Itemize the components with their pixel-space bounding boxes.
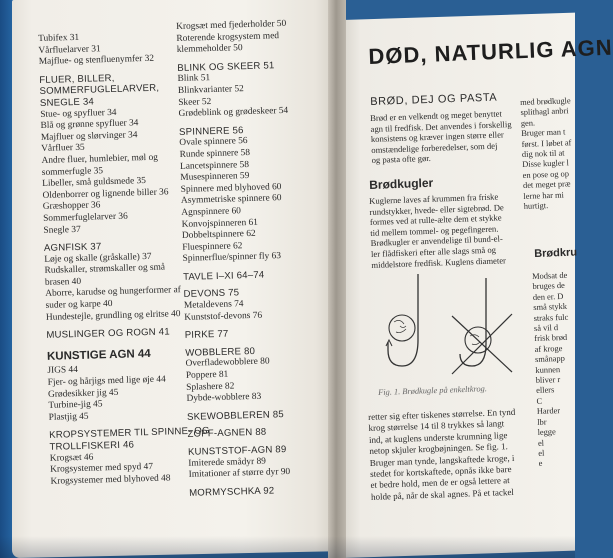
side-line: lerne har mi <box>523 190 565 201</box>
toc-entry: Snegle 37 <box>43 224 81 236</box>
toc-entry: Grødesikker jig 45 <box>47 387 119 400</box>
toc-entry: JIGS 44 <box>47 365 79 377</box>
side-line-2: den er. D <box>532 291 564 302</box>
toc-heading: KUNSTIGE AGN 44 <box>46 347 151 363</box>
toc-entry: Spinnerflue/spinner fly 63 <box>182 251 282 265</box>
side-column-text <box>520 96 574 212</box>
toc-entry: Fluespinnere 62 <box>182 240 243 253</box>
side-line-2: Harder <box>536 406 561 417</box>
bottom-line: ind, at kuglens underste krumning lige <box>368 429 508 445</box>
bottom-line: retter sig efter tiskenes størrelse. En tynd <box>368 406 516 422</box>
toc-entry: brasen 40 <box>44 276 82 288</box>
toc-entry: Stue- og spyfluer 34 <box>40 107 117 120</box>
toc-entry: Sommerfuglelarver 36 <box>43 211 128 224</box>
toc-heading: MORMYSCHKA 92 <box>189 485 275 499</box>
toc-heading: MUSLINGER OG ROGN 41 <box>46 326 170 342</box>
toc-entry: Runde spinnere 58 <box>179 147 251 160</box>
side-line: med brødkugle <box>520 96 571 107</box>
side-line: det meget præ <box>522 179 571 191</box>
toc-entry: Kunststof-devons 76 <box>184 310 263 323</box>
toc-entry: Vårfluelarver 31 <box>38 43 101 56</box>
intro-line: omstændelige forberedelser, som dej <box>371 140 498 155</box>
subheading-brodkugler: Brødkugler <box>369 175 434 192</box>
toc-heading: TROLLFISKERI 46 <box>49 439 135 453</box>
toc-entry: Splashere 82 <box>186 381 235 393</box>
toc-entry: Aborre, karudse og hungerformer af <box>45 285 181 300</box>
toc-heading: KUNSTSTOF-AGN 89 <box>187 444 287 458</box>
intro-line: og pasta ofte gør. <box>371 153 431 166</box>
bottom-paragraph <box>368 407 518 503</box>
body-line: tid mellem tommel- og pegefingeren. <box>370 223 499 238</box>
toc-heading: KROPSYSTEMER TIL SPINNE- OG <box>49 425 210 442</box>
side-line-2: el <box>537 438 545 448</box>
toc-heading: AGNFISK 37 <box>43 241 102 255</box>
side-line-2: ellers <box>535 385 555 396</box>
toc-entry: Dobbeltspinnere 62 <box>181 228 256 242</box>
side-line-2: af kroge <box>534 343 563 354</box>
side-line: Bruger man t <box>521 127 566 139</box>
side-line: hurtigt. <box>523 201 549 211</box>
side-line-2: el <box>538 448 545 458</box>
toc-entry: Hundestejle, grundling og elritse 40 <box>45 308 181 323</box>
body-line: Kuglerne laves af krummen fra friske <box>369 191 499 206</box>
toc-entry: sommerfugle 35 <box>41 165 104 178</box>
side-line-2: C <box>536 396 543 406</box>
hook-with-bread-ball-icon <box>386 274 418 366</box>
body-line: formes ved at rulle-ælte dem et stykke <box>369 212 502 228</box>
bottom-line: netop skjuler krogbøjningen. Se fig. 1. <box>369 441 508 457</box>
toc-heading: TAVLE I–XI 64–74 <box>182 269 265 283</box>
side-line: en pose og op <box>522 169 570 180</box>
toc-entry: Ovale spinnere 56 <box>179 136 248 149</box>
toc-entry: Blinkvarianter 52 <box>177 84 244 96</box>
side-line: splithagl anbri <box>520 106 569 118</box>
toc-entry: Løje og skalle (gråskalle) 37 <box>44 251 152 265</box>
toc-entry: Krogsystemer med spyd 47 <box>50 462 154 476</box>
side-line-2: Modsat de <box>532 270 568 281</box>
toc-entry: Musespinneren 59 <box>180 171 250 184</box>
toc-entry: Lancetspinnere 58 <box>179 159 250 172</box>
figure-caption: Fig. 1. Brødkugle på enkeltkrog. <box>378 384 488 397</box>
toc-heading: SOMMERFUGLELARVER, <box>39 83 160 98</box>
side-subheading: Brødkru <box>534 246 578 260</box>
toc-heading: ZOPF-AGNEN 88 <box>187 427 267 441</box>
side-line-2: straks fulc <box>533 312 569 323</box>
toc-entry: Grødeblink og grødeskeer 54 <box>178 106 289 120</box>
toc-entry: Plastjig 45 <box>48 411 89 423</box>
toc-entry: Krogsæt med fjederholder 50 <box>176 18 287 32</box>
side-line: Disse kugler l <box>522 158 569 170</box>
intro-line: Brød er en velkendt og meget benyttet <box>370 108 503 123</box>
side-line-2: små stykk <box>533 302 568 313</box>
toc-entry: Dybde-wobblere 83 <box>186 391 262 405</box>
bottom-line: et bedre hold, men de er også lettere at <box>370 475 510 491</box>
toc-heading: FLUER, BILLER, <box>39 72 115 86</box>
toc-heading: WOBBLERE 80 <box>185 345 256 359</box>
toc-entry: Imitationer af større dyr 90 <box>188 467 291 481</box>
bottom-line: stedet for kortskaftede, opnås ikke bare <box>369 464 512 479</box>
side-line-2: kunnen <box>535 364 561 375</box>
wrong-hook-example-icon <box>452 278 512 374</box>
toc-entry: Skeer 52 <box>178 96 212 108</box>
side-line: gen. <box>520 118 536 128</box>
hook-illustration <box>366 270 526 390</box>
body-paragraph <box>369 191 506 270</box>
toc-heading: SPINNERE 56 <box>178 124 244 138</box>
toc-entry: Græshopper 36 <box>42 200 101 213</box>
toc-entry: Agnspinnere 60 <box>181 206 242 218</box>
toc-entry: Konvojspinneren 61 <box>181 217 259 230</box>
toc-heading: DEVONS 75 <box>183 287 240 301</box>
toc-entry: Poppere 81 <box>185 369 229 381</box>
bottom-shadow <box>0 536 575 558</box>
toc-heading: PIRKE 77 <box>184 328 229 342</box>
side-line-2: smånapp <box>534 354 565 365</box>
toc-entry: Overfladewobblere 80 <box>185 356 270 370</box>
toc-entry: Fjer- og hårjigs med lige øje 44 <box>47 374 166 388</box>
body-line: ler flådfiskeri efter alle slags små og <box>370 244 497 259</box>
toc-entry: Krogsæt 46 <box>49 452 94 464</box>
toc-entry: suder og karpe 40 <box>45 299 113 311</box>
side-line-2: bliver r <box>535 375 561 385</box>
body-line: Brødkugler er anvendelige til bund-el- <box>370 233 503 249</box>
toc-entry: Turbine-jig 45 <box>48 399 103 412</box>
bottom-line: Bruger man tynde, langskaftede kroge, i <box>369 452 515 468</box>
toc-entry: Metaldevens 74 <box>183 299 244 311</box>
toc-entry: Blå og grønne spyfluer 34 <box>40 118 139 132</box>
toc-column-2 <box>176 18 339 499</box>
toc-entry: Krogsystemer med blyhoved 48 <box>50 473 171 487</box>
bottom-line: krog størrelse 14 til 8 trykkes så langt <box>368 418 505 434</box>
section-title: BRØD, DEJ OG PASTA <box>370 91 498 108</box>
intro-paragraph <box>370 108 513 166</box>
side-line-2: e <box>538 459 543 469</box>
toc-entry: Libeller, små guldsmede 35 <box>42 176 147 190</box>
body-line: rundstykker, hvede- eller sigtebrød. De <box>369 201 504 217</box>
side-line-2: frisk brød <box>534 333 568 344</box>
intro-line: agn til fredfisk. Det anvendes i forskellig <box>370 118 512 134</box>
side-line: dig nok til at <box>521 148 565 159</box>
toc-entry: klemmeholder 50 <box>176 43 243 56</box>
side-line-2: bruges de <box>532 281 565 292</box>
toc-entry: Tubifex 31 <box>38 32 80 44</box>
side-column-text-2 <box>532 271 574 470</box>
toc-heading: SNEGLE 34 <box>39 96 95 109</box>
side-line-2: legge <box>537 427 556 437</box>
toc-entry: Vårfluer 35 <box>41 143 85 155</box>
toc-entry: Roterende krogsystem med <box>176 30 280 44</box>
toc-entry: Asymmetriske spinnere 60 <box>180 193 282 207</box>
body-line: middelstore fredfisk. Kuglens diameter <box>371 254 507 270</box>
toc-entry: Imiterede smådyr 89 <box>188 456 267 469</box>
toc-entry: Andre fluer, humlebier, møl og <box>41 152 159 166</box>
side-line: først. I løbet af <box>521 137 572 149</box>
intro-line: konsistens og kræver ingen større eller <box>370 129 504 145</box>
toc-heading: BLINK OG SKEER 51 <box>177 60 275 74</box>
toc-entry: Majflue- og stenfluenymfer 32 <box>38 53 155 68</box>
side-line-2: så vil d <box>533 323 559 333</box>
toc-entry: Blink 51 <box>177 73 211 85</box>
toc-entry: Rudskaller, strømskaller og små <box>44 262 166 277</box>
toc-heading: SKEWOBBLEREN 85 <box>186 408 284 423</box>
bottom-line: holde på, når de skal agnes. På et tackel <box>370 486 515 502</box>
toc-entry: Majfluer og slørvinger 34 <box>40 130 138 143</box>
side-line-2: lbr <box>537 417 547 427</box>
toc-entry: Oldenborrer og lignende biller 36 <box>42 187 169 201</box>
toc-entry: Spinnere med blyhoved 60 <box>180 181 282 195</box>
chapter-title: DØD, NATURLIG AGN <box>368 34 613 69</box>
